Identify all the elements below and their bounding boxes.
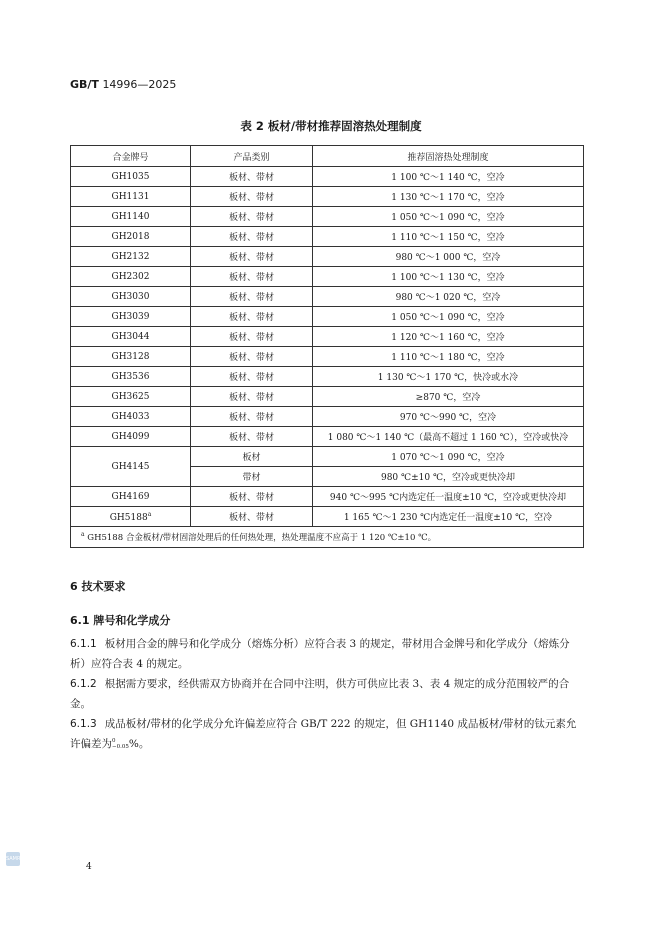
category-cell: 板材、带材 <box>191 267 313 287</box>
treatment-cell: 1 130 ℃～1 170 ℃，快冷或水冷 <box>313 367 584 387</box>
treatment-cell: 980 ℃±10 ℃，空冷或更快冷却 <box>313 467 584 487</box>
section-6-heading: 6 技术要求 <box>70 580 126 593</box>
treatment-cell: ≥870 ℃，空冷 <box>313 387 584 407</box>
table-row <box>71 347 584 367</box>
alloy-cell: GH5188$^a$ <box>71 507 191 527</box>
column-header: 合金牌号 <box>71 146 191 167</box>
table-row <box>71 167 584 187</box>
paragraph-6-1-3: 6.1.3 成品板材/带材的化学成分允许偏差应符合 GB/T 222 的规定，但 GH1140 成品板材/带材的钛元素允许偏差为0 −0.05%。 <box>70 718 577 750</box>
treatment-cell: 1 110 ℃～1 150 ℃，空冷 <box>313 227 584 247</box>
treatment-cell: 1 165 ℃～1 230 ℃内选定任一温度±10 ℃，空冷 <box>313 507 584 527</box>
alloy-cell: GH1035 <box>71 167 191 187</box>
category-cell: 板材、带材 <box>191 227 313 247</box>
table-row <box>71 447 584 467</box>
table-header-row <box>71 146 584 167</box>
table-row <box>71 367 584 387</box>
table-row <box>71 267 584 287</box>
category-cell: 板材、带材 <box>191 507 313 527</box>
publisher-logo: SAMR <box>6 852 20 866</box>
alloy-cell: GH3128 <box>71 347 191 367</box>
table-title: 表 2 板材/带材推荐固溶热处理制度 <box>240 119 422 133</box>
category-cell: 板材、带材 <box>191 207 313 227</box>
category-cell: 板材、带材 <box>191 307 313 327</box>
category-cell: 板材、带材 <box>191 167 313 187</box>
category-cell: 板材、带材 <box>191 487 313 507</box>
alloy-cell: GH4145 <box>71 447 191 487</box>
alloy-cell: GH1131 <box>71 187 191 207</box>
footnote-mark: a <box>147 510 152 518</box>
table-row <box>71 507 584 527</box>
column-header: 推荐固溶热处理制度 <box>313 146 584 167</box>
paragraph-6-1-1: 6.1.1 板材用合金的牌号和化学成分（熔炼分析）应符合表 3 的规定，带材用合金牌号和化学成分（熔炼分析）应符合表 4 的规定。 <box>70 638 570 670</box>
table-row <box>71 247 584 267</box>
table-footnote: $^a$ GH5188 合金板材/带材固溶处理后的任何热处理，热处理温度不应高于 1 120 ℃±10 ℃。 <box>71 527 584 548</box>
page-number: 4 <box>86 862 92 872</box>
table-row <box>71 287 584 307</box>
table-row <box>71 187 584 207</box>
standard-code: GB/T 14996—2025 <box>70 78 177 91</box>
treatment-cell: 1 100 ℃～1 130 ℃，空冷 <box>313 267 584 287</box>
alloy-cell: GH3039 <box>71 307 191 327</box>
treatment-cell: 970 ℃～990 ℃，空冷 <box>313 407 584 427</box>
table-row <box>71 227 584 247</box>
category-cell: 板材、带材 <box>191 427 313 447</box>
alloy-cell: GH3536 <box>71 367 191 387</box>
treatment-cell: 980 ℃～1 020 ℃，空冷 <box>313 287 584 307</box>
treatment-cell: 980 ℃～1 000 ℃，空冷 <box>313 247 584 267</box>
alloy-cell: GH3625 <box>71 387 191 407</box>
table-row <box>71 207 584 227</box>
paragraph-6-1-2: 6.1.2 根据需方要求，经供需双方协商并在合同中注明，供方可供应比表 3、表 4 规定的成分范围较严的合金。 <box>70 678 570 710</box>
category-cell: 板材、带材 <box>191 367 313 387</box>
category-cell: 板材、带材 <box>191 247 313 267</box>
category-cell: 板材、带材 <box>191 407 313 427</box>
treatment-cell: 1 100 ℃～1 140 ℃，空冷 <box>313 167 584 187</box>
alloy-cell: GH3030 <box>71 287 191 307</box>
table-footnote-row <box>71 527 584 548</box>
alloy-cell: GH2302 <box>71 267 191 287</box>
table-row <box>71 387 584 407</box>
section-6-1-heading: 6.1 牌号和化学成分 <box>70 614 171 627</box>
category-cell: 板材、带材 <box>191 287 313 307</box>
alloy-cell: GH2132 <box>71 247 191 267</box>
table-row <box>71 407 584 427</box>
table-row <box>71 307 584 327</box>
treatment-cell: 1 130 ℃～1 170 ℃，空冷 <box>313 187 584 207</box>
treatment-cell: 1 080 ℃～1 140 ℃（最高不超过 1 160 ℃），空冷或快冷 <box>313 427 584 447</box>
heat-treatment-table <box>70 145 584 548</box>
table-row <box>71 327 584 347</box>
category-cell: 板材、带材 <box>191 327 313 347</box>
tolerance-value: 0 −0.05 <box>112 738 129 750</box>
treatment-cell: 1 110 ℃～1 180 ℃，空冷 <box>313 347 584 367</box>
category-cell: 带材 <box>191 467 313 487</box>
treatment-cell: 1 120 ℃～1 160 ℃，空冷 <box>313 327 584 347</box>
alloy-cell: GH3044 <box>71 327 191 347</box>
treatment-cell: 1 070 ℃～1 090 ℃，空冷 <box>313 447 584 467</box>
table-row <box>71 427 584 447</box>
category-cell: 板材、带材 <box>191 387 313 407</box>
alloy-cell: GH2018 <box>71 227 191 247</box>
treatment-cell: 1 050 ℃～1 090 ℃，空冷 <box>313 307 584 327</box>
alloy-cell: GH1140 <box>71 207 191 227</box>
category-cell: 板材、带材 <box>191 187 313 207</box>
alloy-cell: GH4099 <box>71 427 191 447</box>
column-header: 产品类别 <box>191 146 313 167</box>
category-cell: 板材 <box>191 447 313 467</box>
table-row <box>71 487 584 507</box>
category-cell: 板材、带材 <box>191 347 313 367</box>
alloy-cell: GH4169 <box>71 487 191 507</box>
treatment-cell: 940 ℃～995 ℃内选定任一温度±10 ℃，空冷或更快冷却 <box>313 487 584 507</box>
alloy-cell: GH4033 <box>71 407 191 427</box>
treatment-cell: 1 050 ℃～1 090 ℃，空冷 <box>313 207 584 227</box>
